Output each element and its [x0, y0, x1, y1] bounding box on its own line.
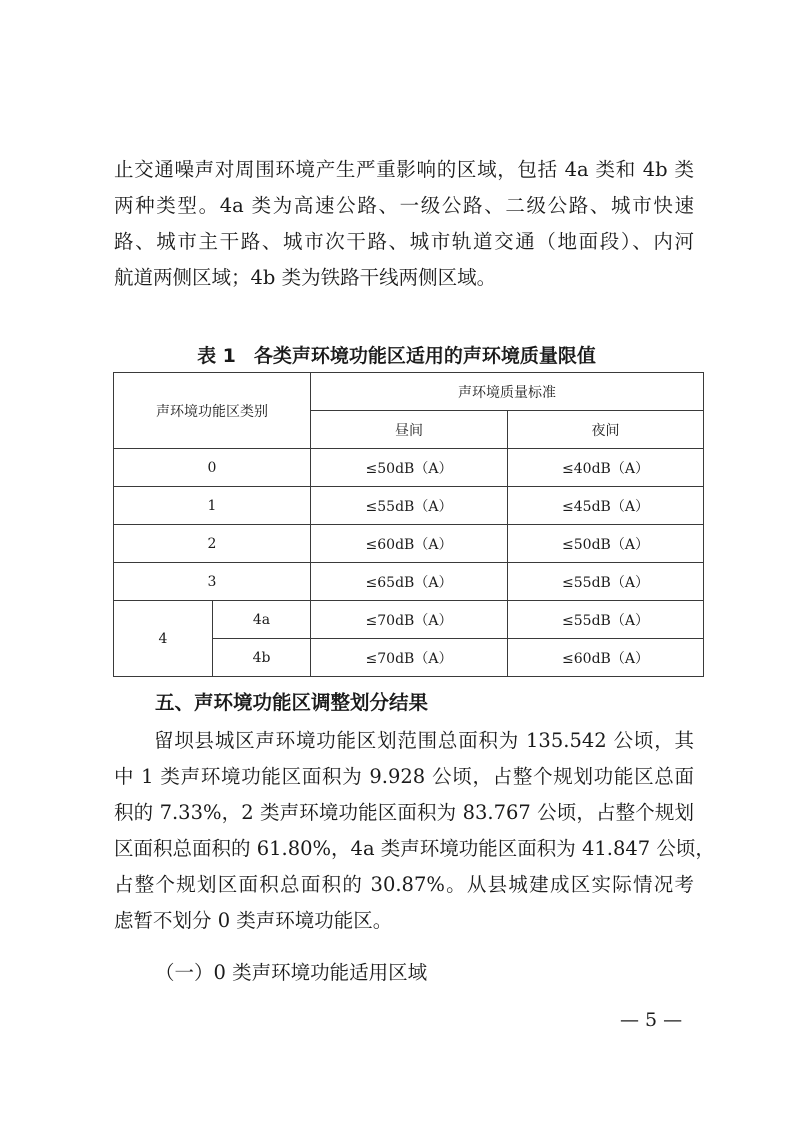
table-row [114, 563, 704, 601]
table-row [114, 601, 704, 639]
cell-day: ≤65dB（A） [311, 563, 508, 601]
subsection-heading: （一）0 类声环境功能适用区域 [155, 961, 428, 984]
cell-night: ≤60dB（A） [508, 639, 704, 677]
cell-day: ≤70dB（A） [311, 601, 508, 639]
section-heading: 五、声环境功能区调整划分结果 [155, 691, 429, 714]
cell-day: ≤70dB（A） [311, 639, 508, 677]
text-line: 路、城市主干路、城市次干路、城市轨道交通（地面段）、内河 [114, 230, 694, 253]
cell-day: ≤60dB（A） [311, 525, 508, 563]
results-paragraph [114, 723, 715, 939]
cell-category: 3 [114, 563, 311, 601]
cell-category: 0 [114, 449, 311, 487]
table-row [114, 525, 704, 563]
noise-limit-table [113, 372, 704, 677]
intro-paragraph [114, 152, 694, 296]
text-line: 中 1 类声环境功能区面积为 9.928 公顷，占整个规划功能区总面 [114, 765, 694, 788]
header-day: 昼间 [311, 411, 508, 449]
table-caption: 各类声环境功能区适用的声环境质量限值 [253, 345, 596, 367]
table-header-row [114, 373, 704, 411]
cell-night: ≤40dB（A） [508, 449, 704, 487]
table-title [0, 341, 793, 368]
page-number: — 5 — [620, 1009, 683, 1031]
text-line: 两种类型。4a 类为高速公路、一级公路、二级公路、城市快速 [114, 194, 694, 217]
cell-category: 1 [114, 487, 311, 525]
header-category: 声环境功能区类别 [114, 373, 311, 449]
table-row [114, 449, 704, 487]
text-line: 区面积总面积的 61.80%，4a 类声环境功能区面积为 41.847 公顷， [114, 837, 715, 860]
table-row [114, 487, 704, 525]
cell-subcategory: 4a [213, 601, 311, 639]
cell-night: ≤50dB（A） [508, 525, 704, 563]
cell-category: 2 [114, 525, 311, 563]
text-line: 积的 7.33%，2 类声环境功能区面积为 83.767 公顷，占整个规划 [114, 801, 694, 824]
table-number: 表 1 [197, 345, 236, 367]
cell-day: ≤50dB（A） [311, 449, 508, 487]
text-line: 止交通噪声对周围环境产生严重影响的区域，包括 4a 类和 4b 类 [114, 158, 694, 181]
text-line: 留坝县城区声环境功能区划范围总面积为 135.542 公顷，其 [154, 729, 694, 752]
text-line: 航道两侧区域；4b 类为铁路干线两侧区域。 [114, 266, 497, 289]
cell-day: ≤55dB（A） [311, 487, 508, 525]
cell-night: ≤55dB（A） [508, 563, 704, 601]
header-night: 夜间 [508, 411, 704, 449]
cell-night: ≤55dB（A） [508, 601, 704, 639]
cell-subcategory: 4b [213, 639, 311, 677]
cell-category: 4 [114, 601, 213, 677]
header-standard: 声环境质量标准 [311, 373, 704, 411]
text-line: 占整个规划区面积总面积的 30.87%。从县城建成区实际情况考 [114, 873, 694, 896]
cell-night: ≤45dB（A） [508, 487, 704, 525]
text-line: 虑暂不划分 0 类声环境功能区。 [114, 909, 393, 932]
